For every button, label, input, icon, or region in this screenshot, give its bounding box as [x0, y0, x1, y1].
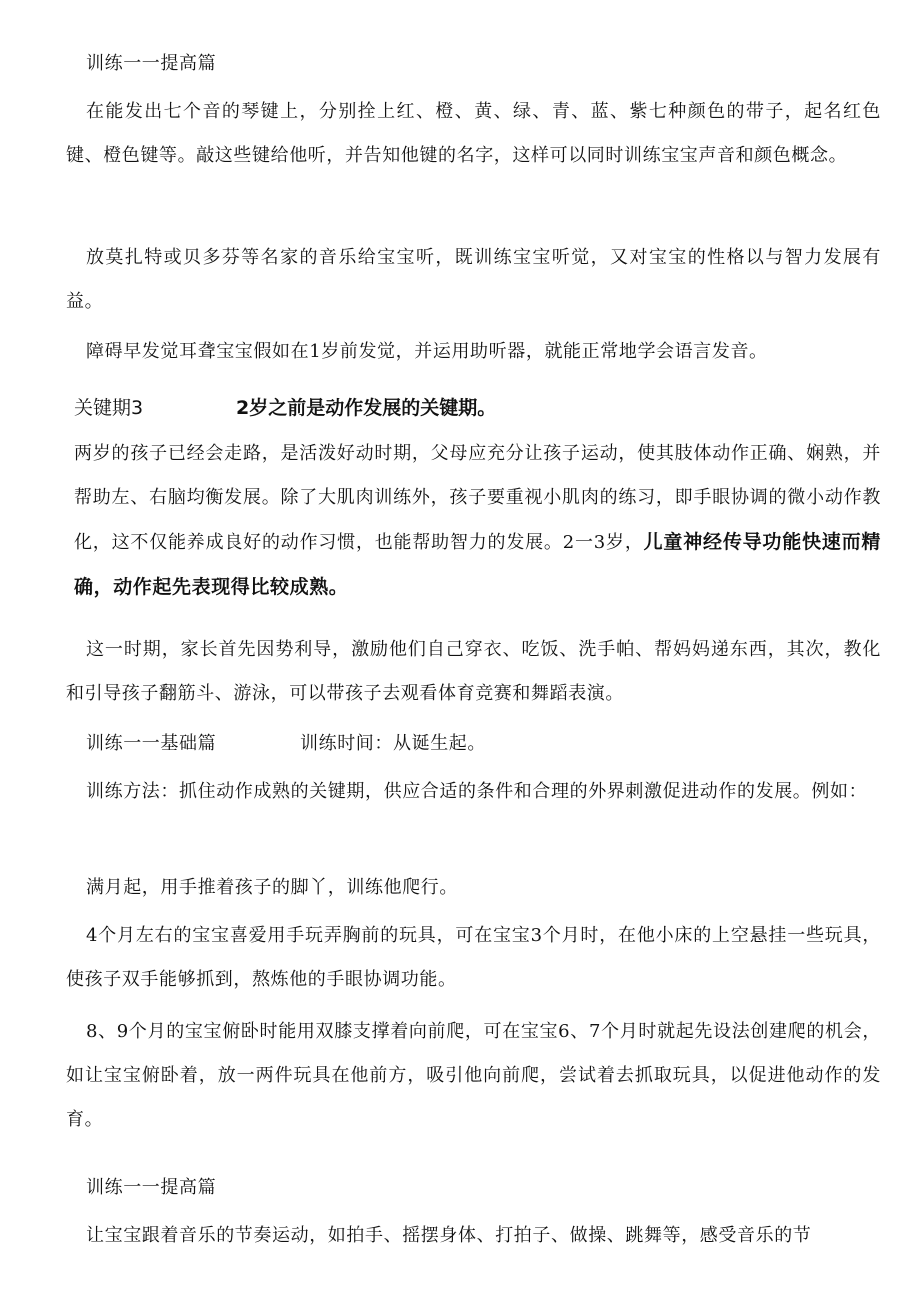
- paragraph-classical-music: 放莫扎特或贝多芬等名家的音乐给宝宝听，既训练宝宝听觉，又对宝宝的性格以与智力发展有益。: [66, 247, 881, 312]
- section-title-advanced: 训练一一提高篇: [86, 53, 217, 74]
- paragraph-hearing-check: 障碍早发觉耳聋宝宝假如在1岁前发觉，并运用助听器，就能正常地学会语言发音。: [86, 341, 768, 362]
- paragraph-parent-guidance: 这一时期，家长首先因势利导，激励他们自己穿衣、吃饭、洗手帕、帮妈妈递东西，其次，教化和引导孩子翻筋斗、游泳，可以带孩子去观看体育竞赛和舞蹈表演。: [66, 639, 881, 704]
- basic-training-row: [86, 722, 486, 766]
- paragraph-crawling-start: 满月起，用手推着孩子的脚丫，训练他爬行。: [86, 877, 458, 898]
- critical-period-label: 关键期3: [74, 397, 144, 419]
- critical-period-title: 2岁之前是动作发展的关键期。: [236, 397, 497, 419]
- motor-development-emphasis: 儿童神经传导功能快速而精确，动作起先表现得比较成熟。: [74, 531, 881, 598]
- paragraph-music-rhythm: 让宝宝跟着音乐的节奏运动，如拍手、摇摆身体、打拍子、做操、跳舞等，感受音乐的节: [86, 1225, 812, 1246]
- section-title-basic: 训练一一基础篇: [86, 733, 217, 754]
- paragraph-motor-development: [74, 432, 881, 610]
- paragraph-four-months: 4个月左右的宝宝喜爱用手玩弄胸前的玩具，可在宝宝3个月时，在他小床的上空悬挂一些玩具，使孩子双手能够抓到，熬炼他的手眼协调功能。: [66, 925, 881, 990]
- training-time: 训练时间：从诞生起。: [300, 733, 486, 754]
- section-title-advanced-2: 训练一一提高篇: [86, 1177, 217, 1198]
- paragraph-training-method: 训练方法：抓住动作成熟的关键期，供应合适的条件和合理的外界刺激促进动作的发展。例如：: [86, 781, 868, 802]
- critical-period-heading: [74, 386, 497, 430]
- paragraph-color-keys: 在能发出七个音的琴键上，分别拴上红、橙、黄、绿、青、蓝、紫七种颜色的带子，起名红色键、橙色键等。敲这些键给他听，并告知他键的名字，这样可以同时训练宝宝声音和颜色概念。: [66, 101, 881, 166]
- paragraph-eight-months: 8、9个月的宝宝俯卧时能用双膝支撑着向前爬，可在宝宝6、7个月时就起先设法创建爬的机会，如让宝宝俯卧着，放一两件玩具在他前方，吸引他向前爬，尝试着去抓取玩具，以促进他动作的发育。: [66, 1021, 881, 1130]
- motor-development-text: 两岁的孩子已经会走路，是活泼好动时期，父母应充分让孩子运动，使其肢体动作正确、娴熟，并帮助左、右脑均衡发展。除了大肌肉训练外，孩子要重视小肌肉的练习，即手眼协调的微小动作教化，这不仅能养成良好的动作习惯，也能帮助智力的发展。2一3岁，: [74, 443, 881, 553]
